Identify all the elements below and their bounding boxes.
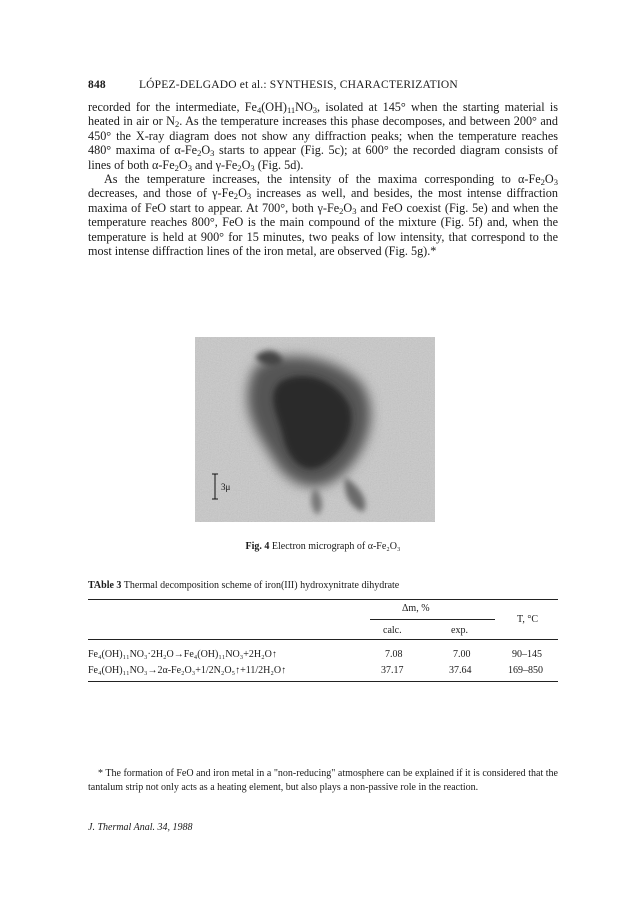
table-row-1-reaction: Fe₄(OH)₁₁NO₃·2H₂O→Fe₄(OH)₁₁NO₃+2H₂O↑: [88, 649, 277, 660]
page-number: 848: [88, 79, 106, 91]
table-title: [88, 580, 558, 591]
scale-label: 3μ: [221, 482, 231, 492]
table-row-1-calc: 7.08: [385, 649, 403, 660]
table-row-1-exp: 7.00: [453, 649, 471, 660]
table-row-2-reaction: Fe₄(OH)₁₁NO₃→2α-Fe₂O₃+1/2N₂O₅↑+11/2H₂O↑: [88, 665, 287, 676]
table-sub-rule: [370, 619, 495, 620]
running-title: LÓPEZ-DELGADO et al.: SYNTHESIS, CHARACTERIZATION: [138, 79, 458, 91]
running-header: [88, 79, 558, 91]
figure-label: Fig. 4: [245, 541, 270, 552]
table-bottom-rule: [88, 681, 558, 682]
table-row-1-temperature: 90–145: [512, 649, 542, 660]
journal-reference: J. Thermal Anal. 34, 1988: [88, 822, 193, 833]
table-head-temperature: T, °C: [517, 614, 539, 625]
footnote-text: * The formation of FeO and iron metal in a "non-reducing" atmosphere can be explained if it is considered that the tantalum strip not only acts as a heating element, but also plays a non-passive role in the reaction.: [88, 768, 558, 793]
table-label: TAble 3: [88, 580, 122, 591]
table-head-calc: calc.: [383, 625, 402, 636]
electron-micrograph: [195, 337, 435, 522]
table-row-2-calc: 37.17: [381, 665, 404, 676]
figure-caption: [88, 541, 558, 552]
paragraph-1: recorded for the intermediate, $Fe_4(OH)_{11}NO_3$, isolated at 145° when the starting material is heated in air or $N_2$. As the temperature increases this phase decomposes, and between 200° and 450° the X-ray diagram does not show any diffraction peaks; when the temperature reaches 480° maxima of $\alpha-Fe_2O_3$ starts to appear (Fig. 5c); at 600° the recorded diagram consists of lines of both $\alpha-Fe_2O_3$ and $\gamma-Fe_2O_3$ (Fig. 5d).: [88, 100, 558, 173]
table-head-exp: exp.: [451, 625, 468, 636]
body-text: [88, 100, 558, 258]
table-row-2-temperature: 169–850: [508, 665, 543, 676]
footnote: [88, 767, 558, 795]
table-head-mass-loss: Δm, %: [402, 603, 430, 614]
table-caption: Thermal decomposition scheme of iron(III) hydroxynitrate dihydrate: [123, 580, 400, 591]
table-row-2-exp: 37.64: [449, 665, 472, 676]
table-top-rule: [88, 599, 558, 600]
table-head-rule: [88, 639, 558, 640]
paragraph-2: As the temperature increases, the intensity of the maxima corresponding to $\alpha-Fe_2O_3$ decreases, and those of $\gamma-Fe_2O_3$ increases as well, and besides, the most intense diffraction maxima of FeO start to appear. At 700°, both $\gamma-Fe_2O_3$ and FeO coexist (Fig. 5e) and when the temperature reaches 800°, FeO is the main compound of the mixture (Fig. 5f) and, when the temperature is held at 900° for 15 minutes, two peaks of low intensity, that correspond to the most intense diffraction lines of the iron metal, are observed (Fig. 5g).*: [88, 172, 558, 259]
figure-caption-text: Electron micrograph of α-Fe₂O₃: [271, 541, 401, 552]
